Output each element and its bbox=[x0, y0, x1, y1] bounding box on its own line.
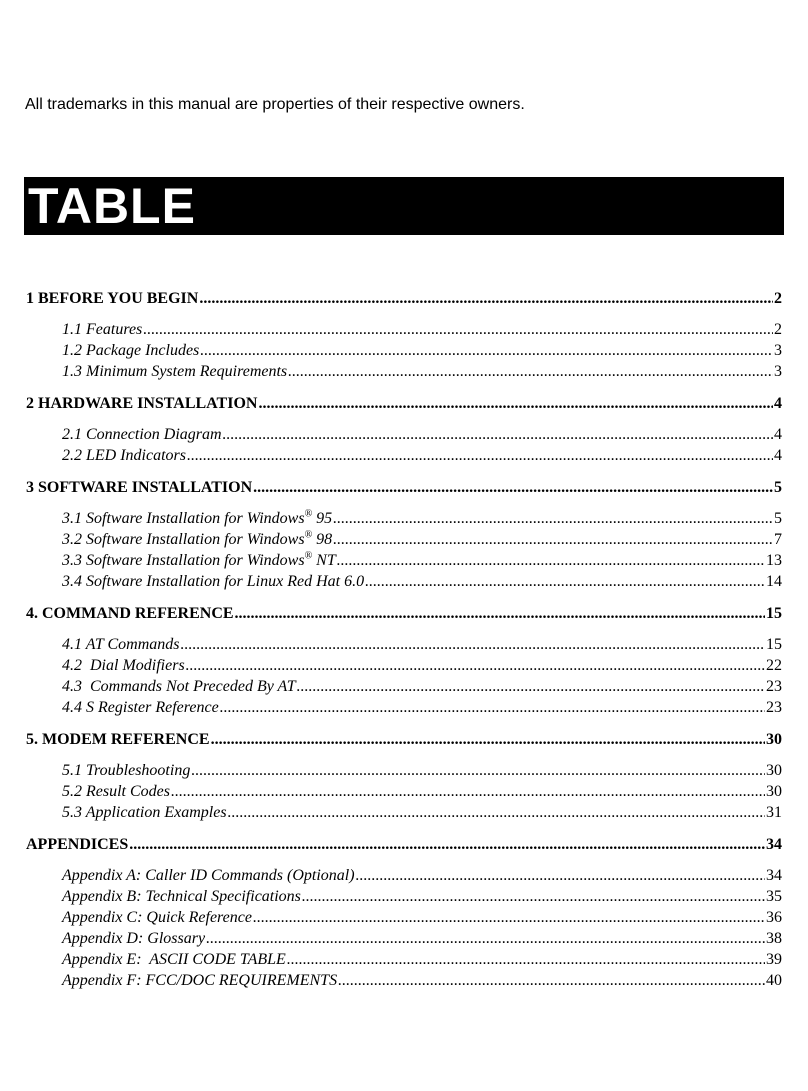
dot-leader bbox=[333, 529, 773, 550]
toc-page-number: 14 bbox=[766, 573, 782, 590]
toc-page-number: 2 bbox=[774, 321, 782, 338]
trademark-notice: All trademarks in this manual are properties of their respective owners. bbox=[25, 96, 525, 113]
toc-subsection-title: 5.1 Troubleshooting bbox=[62, 762, 191, 779]
toc-subsection-title: Appendix F: FCC/DOC REQUIREMENTS bbox=[62, 972, 338, 989]
toc-subsection-label bbox=[62, 445, 186, 466]
dot-leader bbox=[365, 571, 765, 592]
toc-subsection-title: 3.3 Software Installation for Windows bbox=[62, 552, 305, 569]
toc-page-number: 2 bbox=[774, 290, 782, 307]
toc-subsection-title: 3.4 Software Installation for Linux Red Hat 6.0 bbox=[62, 573, 365, 590]
toc-subsection-label bbox=[62, 361, 287, 382]
toc-subsection-list bbox=[26, 634, 782, 718]
toc-subsection-entry[interactable] bbox=[26, 529, 782, 550]
toc-subsection-label bbox=[62, 781, 170, 802]
toc-subsection-label bbox=[62, 634, 180, 655]
toc-subsection-label bbox=[62, 655, 185, 676]
registered-mark: ® bbox=[304, 550, 313, 562]
toc-section-title: 3 SOFTWARE INSTALLATION bbox=[26, 479, 253, 496]
toc-subsection-label bbox=[62, 949, 286, 970]
toc-page-number: 30 bbox=[766, 762, 782, 779]
toc-subsection-entry[interactable] bbox=[26, 319, 782, 340]
toc-section-entry[interactable] bbox=[26, 288, 782, 309]
dot-leader bbox=[171, 781, 765, 802]
toc-subsection-title: 4.2 Dial Modifiers bbox=[62, 657, 185, 674]
toc-subsection-title: 4.1 AT Commands bbox=[62, 636, 180, 653]
dot-leader bbox=[187, 445, 773, 466]
toc-subsection-title: Appendix C: Quick Reference bbox=[62, 909, 252, 926]
table-of-contents bbox=[26, 288, 782, 991]
toc-subsection-entry[interactable] bbox=[26, 340, 782, 361]
dot-leader bbox=[235, 603, 765, 624]
toc-page-number: 5 bbox=[774, 479, 782, 496]
toc-page-number: 3 bbox=[774, 342, 782, 359]
toc-page-number: 34 bbox=[766, 867, 782, 884]
toc-subsection-label bbox=[62, 928, 205, 949]
toc-subsection-list bbox=[26, 508, 782, 592]
toc-subsection-label bbox=[62, 571, 364, 592]
dot-leader bbox=[287, 949, 765, 970]
registered-mark: ® bbox=[304, 529, 313, 541]
dot-leader bbox=[143, 319, 773, 340]
toc-subsection-entry[interactable] bbox=[26, 676, 782, 697]
toc-subsection-title: Appendix D: Glossary bbox=[62, 930, 206, 947]
toc-subsection-title: 5.2 Result Codes bbox=[62, 783, 170, 800]
toc-subsection-label bbox=[62, 907, 252, 928]
toc-subsection-title: 2.2 LED Indicators bbox=[62, 447, 186, 464]
toc-subsection-entry[interactable] bbox=[26, 445, 782, 466]
toc-page-number: 22 bbox=[766, 657, 782, 674]
toc-subsection-title: 1.3 Minimum System Requirements bbox=[62, 363, 288, 380]
toc-subsection-title: 3.1 Software Installation for Windows bbox=[62, 510, 305, 527]
toc-subsection-title: 5.3 Application Examples bbox=[62, 804, 227, 821]
toc-page-number: 34 bbox=[766, 836, 782, 853]
toc-subsection-entry[interactable] bbox=[26, 508, 782, 529]
toc-subsection-label bbox=[62, 340, 199, 361]
toc-subsection-title: Appendix E: ASCII CODE TABLE bbox=[62, 951, 286, 968]
toc-subsection-label bbox=[62, 529, 332, 550]
toc-subsection-label bbox=[62, 508, 332, 529]
toc-subsection-entry[interactable] bbox=[26, 550, 782, 571]
dot-leader bbox=[220, 697, 765, 718]
toc-subsection-entry[interactable] bbox=[26, 424, 782, 445]
toc-subsection-entry[interactable] bbox=[26, 697, 782, 718]
dot-leader bbox=[206, 928, 765, 949]
dot-leader bbox=[356, 865, 765, 886]
toc-subsection-list bbox=[26, 424, 782, 466]
toc-page-number: 4 bbox=[774, 395, 782, 412]
toc-page-number: 31 bbox=[766, 804, 782, 821]
banner-title: TABLE bbox=[28, 178, 196, 234]
toc-page-number: 4 bbox=[774, 447, 782, 464]
dot-leader bbox=[181, 634, 765, 655]
toc-subsection-title: 3.2 Software Installation for Windows bbox=[62, 531, 305, 548]
toc-section-entry[interactable] bbox=[26, 729, 782, 750]
toc-section-title: 4. COMMAND REFERENCE bbox=[26, 605, 234, 622]
toc-subsection-entry[interactable] bbox=[26, 655, 782, 676]
toc-subsection-label bbox=[62, 886, 301, 907]
toc-subsection-title: 1.1 Features bbox=[62, 321, 143, 338]
toc-subsection-title: Appendix A: Caller ID Commands (Optional) bbox=[62, 867, 355, 884]
toc-page-number: 15 bbox=[766, 636, 782, 653]
title-banner bbox=[24, 177, 784, 235]
toc-page-number: 15 bbox=[766, 605, 782, 622]
dot-leader bbox=[129, 834, 765, 855]
dot-leader bbox=[253, 477, 773, 498]
toc-page-number: 23 bbox=[766, 678, 782, 695]
toc-subsection-title: 4.3 Commands Not Preceded By AT bbox=[62, 678, 296, 695]
dot-leader bbox=[258, 393, 773, 414]
registered-mark: ® bbox=[304, 508, 313, 520]
toc-page-number: 7 bbox=[774, 531, 782, 548]
toc-page-number: 23 bbox=[766, 699, 782, 716]
toc-subsection-list bbox=[26, 319, 782, 382]
toc-subsection-list bbox=[26, 865, 782, 991]
toc-subsection-entry[interactable] bbox=[26, 760, 782, 781]
toc-subsection-suffix: NT bbox=[312, 552, 336, 569]
toc-page-number: 3 bbox=[774, 363, 782, 380]
toc-section-entry[interactable] bbox=[26, 834, 782, 855]
toc-page-number: 40 bbox=[766, 972, 782, 989]
dot-leader bbox=[211, 729, 765, 750]
dot-leader bbox=[186, 655, 765, 676]
dot-leader bbox=[338, 970, 765, 991]
toc-subsection-label bbox=[62, 550, 336, 571]
toc-subsection-label bbox=[62, 760, 190, 781]
toc-subsection-entry[interactable] bbox=[26, 949, 782, 970]
dot-leader bbox=[288, 361, 773, 382]
toc-subsection-entry[interactable] bbox=[26, 970, 782, 991]
toc-page-number: 39 bbox=[766, 951, 782, 968]
toc-subsection-label bbox=[62, 424, 222, 445]
toc-subsection-label bbox=[62, 319, 142, 340]
toc-subsection-entry[interactable] bbox=[26, 634, 782, 655]
dot-leader bbox=[199, 288, 773, 309]
toc-page-number: 38 bbox=[766, 930, 782, 947]
toc-subsection-entry[interactable] bbox=[26, 781, 782, 802]
toc-section-title: 2 HARDWARE INSTALLATION bbox=[26, 395, 258, 412]
toc-section-title: APPENDICES bbox=[26, 836, 129, 853]
toc-section-entry[interactable] bbox=[26, 477, 782, 498]
toc-subsection-entry[interactable] bbox=[26, 865, 782, 886]
toc-section-entry[interactable] bbox=[26, 603, 782, 624]
toc-subsection-suffix: 98 bbox=[312, 531, 333, 548]
toc-subsection-label bbox=[62, 697, 219, 718]
toc-subsection-title: Appendix B: Technical Specifications bbox=[62, 888, 301, 905]
dot-leader bbox=[228, 802, 765, 823]
toc-subsection-label bbox=[62, 970, 337, 991]
toc-subsection-entry[interactable] bbox=[26, 928, 782, 949]
dot-leader bbox=[253, 907, 765, 928]
toc-section-title: 5. MODEM REFERENCE bbox=[26, 731, 210, 748]
toc-page-number: 35 bbox=[766, 888, 782, 905]
toc-subsection-title: 4.4 S Register Reference bbox=[62, 699, 219, 716]
toc-section-entry[interactable] bbox=[26, 393, 782, 414]
toc-subsection-entry[interactable] bbox=[26, 571, 782, 592]
toc-page-number: 30 bbox=[766, 731, 782, 748]
dot-leader bbox=[200, 340, 773, 361]
dot-leader bbox=[297, 676, 765, 697]
toc-subsection-list bbox=[26, 760, 782, 823]
toc-subsection-entry[interactable] bbox=[26, 886, 782, 907]
toc-page-number: 13 bbox=[766, 552, 782, 569]
toc-page-number: 30 bbox=[766, 783, 782, 800]
toc-subsection-suffix: 95 bbox=[312, 510, 333, 527]
dot-leader bbox=[302, 886, 765, 907]
toc-subsection-entry[interactable] bbox=[26, 361, 782, 382]
dot-leader bbox=[223, 424, 773, 445]
dot-leader bbox=[333, 508, 773, 529]
toc-page-number: 5 bbox=[774, 510, 782, 527]
toc-subsection-label bbox=[62, 802, 227, 823]
toc-subsection-title: 1.2 Package Includes bbox=[62, 342, 200, 359]
dot-leader bbox=[337, 550, 765, 571]
dot-leader bbox=[191, 760, 765, 781]
toc-subsection-title: 2.1 Connection Diagram bbox=[62, 426, 222, 443]
toc-section-title: 1 BEFORE YOU BEGIN bbox=[26, 290, 199, 307]
toc-page-number: 4 bbox=[774, 426, 782, 443]
toc-subsection-label bbox=[62, 865, 355, 886]
toc-page-number: 36 bbox=[766, 909, 782, 926]
toc-subsection-label bbox=[62, 676, 296, 697]
toc-subsection-entry[interactable] bbox=[26, 907, 782, 928]
toc-subsection-entry[interactable] bbox=[26, 802, 782, 823]
